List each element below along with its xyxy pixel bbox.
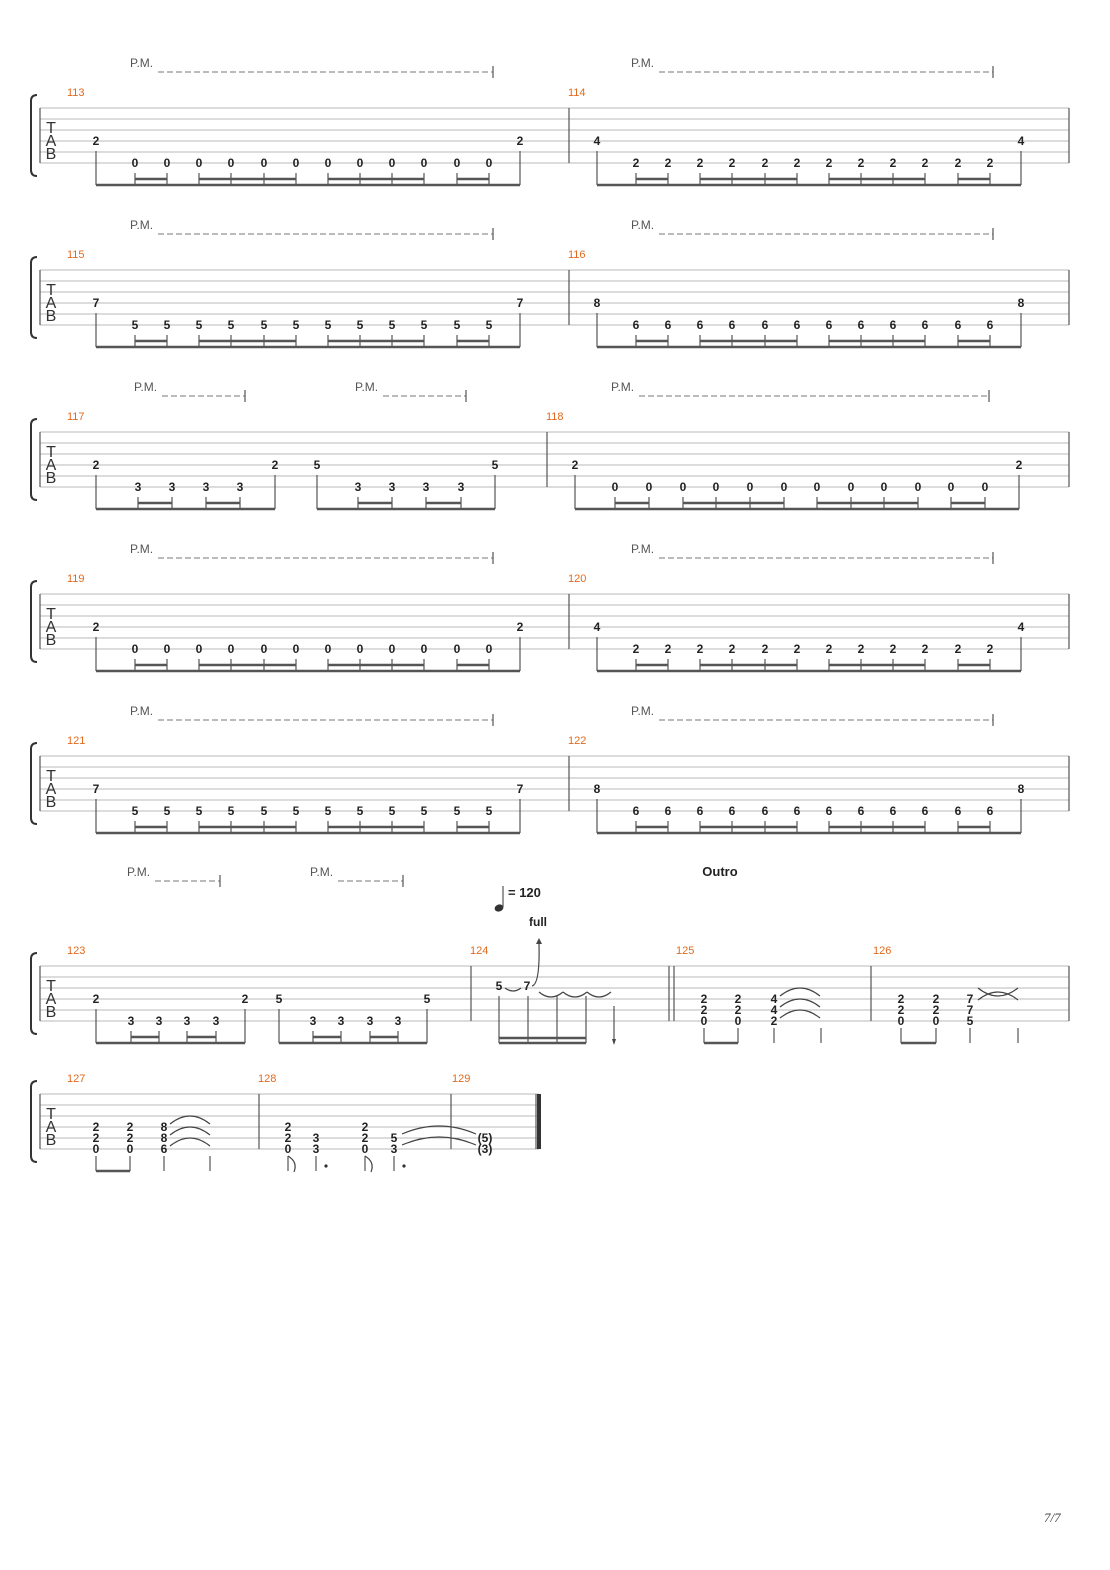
palm-mute-label: P.M. — [355, 380, 379, 394]
fret-number: 2 — [1015, 458, 1023, 472]
measure-number: 124 — [470, 945, 489, 957]
fret-number: 0 — [126, 1142, 134, 1156]
fret-number: 2 — [954, 156, 962, 170]
fret-number: 5 — [324, 804, 332, 818]
measure-number: 123 — [67, 945, 86, 957]
fret-number: 0 — [163, 156, 171, 170]
tab-clef-t: T — [46, 1106, 56, 1123]
fret-number: 2 — [516, 134, 524, 148]
fret-number: 0 — [388, 156, 396, 170]
fret-number: 0 — [897, 1014, 905, 1028]
fret-number: 2 — [761, 156, 769, 170]
fret-number: 5 — [388, 804, 396, 818]
fret-number: 3 — [236, 480, 244, 494]
fret-number: 5 — [495, 979, 503, 993]
fret-number: 6 — [825, 804, 833, 818]
staff-bracket — [31, 257, 37, 338]
fret-number: 5 — [275, 992, 283, 1006]
fret-number: 6 — [160, 1142, 168, 1156]
fret-number: 5 — [227, 804, 235, 818]
measure-number: 116 — [568, 249, 586, 261]
fret-number: 0 — [453, 156, 461, 170]
arrow-icon — [612, 1039, 616, 1045]
measure-number: 118 — [546, 411, 564, 423]
fret-number: 2 — [734, 992, 742, 1006]
fret-number: 5 — [966, 1014, 974, 1028]
fret-number: 0 — [260, 642, 268, 656]
palm-mute-label: P.M. — [127, 865, 151, 879]
fret-number: 6 — [793, 804, 801, 818]
fret-number: 0 — [195, 156, 203, 170]
fret-number: 0 — [981, 480, 989, 494]
bend-label: full — [529, 915, 547, 929]
fret-number: 0 — [746, 480, 754, 494]
fret-number: 2 — [284, 1131, 292, 1145]
fret-number: 2 — [271, 458, 279, 472]
bend-arrow-icon — [536, 938, 542, 944]
fret-number: 4 — [770, 992, 778, 1006]
section-label: Outro — [702, 864, 738, 879]
fret-number: 6 — [889, 318, 897, 332]
fret-number: 6 — [664, 318, 672, 332]
fret-number: 3 — [390, 1142, 398, 1156]
fret-number: 0 — [847, 480, 855, 494]
measure-number: 126 — [873, 945, 892, 957]
fret-number: 5 — [260, 318, 268, 332]
fret-number: 8 — [1017, 296, 1025, 310]
fret-number: 5 — [453, 804, 461, 818]
fret-number: 5 — [163, 318, 171, 332]
fret-number: 3 — [309, 1014, 317, 1028]
fret-number: 3 — [183, 1014, 191, 1028]
tab-clef-b: B — [45, 1132, 57, 1149]
fret-number: 5 — [390, 1131, 398, 1145]
measure-number: 120 — [568, 573, 587, 585]
fret-number: 5 — [420, 804, 428, 818]
fret-number: 0 — [292, 642, 300, 656]
fret-number: 3 — [134, 480, 142, 494]
fret-number: 6 — [664, 804, 672, 818]
fret-number: 7 — [523, 979, 531, 993]
fret-number: 5 — [491, 458, 499, 472]
fret-number: 4 — [593, 134, 601, 148]
fret-number: 0 — [163, 642, 171, 656]
fret-number: 3 — [168, 480, 176, 494]
fret-number: 2 — [921, 156, 929, 170]
fret-number: 2 — [932, 1003, 940, 1017]
fret-number: 0 — [485, 642, 493, 656]
fret-number: 0 — [227, 642, 235, 656]
tab-clef-a: A — [45, 457, 57, 474]
fret-number: 2 — [92, 1131, 100, 1145]
tempo-marking: = 120 — [508, 885, 541, 900]
fret-number: 7 — [966, 992, 974, 1006]
fret-number: 8 — [593, 296, 601, 310]
fret-number: 5 — [356, 804, 364, 818]
measure-number: 115 — [67, 249, 85, 261]
fret-number: 2 — [889, 642, 897, 656]
tie-curve — [780, 1010, 820, 1018]
fret-number: 2 — [793, 156, 801, 170]
fret-number: 2 — [126, 1120, 134, 1134]
fret-number: 3 — [155, 1014, 163, 1028]
tab-clef-b: B — [45, 146, 57, 163]
palm-mute-label: P.M. — [130, 56, 154, 70]
tab-clef-t: T — [46, 978, 56, 995]
fret-number: 5 — [195, 804, 203, 818]
fret-number: 8 — [160, 1131, 168, 1145]
tab-clef-b: B — [45, 1004, 57, 1021]
tab-clef-t: T — [46, 606, 56, 623]
tab-clef-t: T — [46, 120, 56, 137]
fret-number: 2 — [857, 156, 865, 170]
fret-number: 5 — [420, 318, 428, 332]
fret-number: 2 — [770, 1014, 778, 1028]
fret-number: 5 — [423, 992, 431, 1006]
fret-number: 3 — [212, 1014, 220, 1028]
fret-number: 3 — [312, 1142, 320, 1156]
fret-number: 5 — [485, 318, 493, 332]
fret-number: 2 — [986, 642, 994, 656]
fret-number: 0 — [131, 642, 139, 656]
fret-number: 5 — [485, 804, 493, 818]
palm-mute-label: P.M. — [134, 380, 158, 394]
fret-number: 0 — [947, 480, 955, 494]
fret-number: 6 — [921, 804, 929, 818]
fret-number: 0 — [453, 642, 461, 656]
tab-clef-t: T — [46, 768, 56, 785]
fret-number: 0 — [356, 156, 364, 170]
fret-number: 0 — [700, 1014, 708, 1028]
fret-number: 2 — [361, 1131, 369, 1145]
fret-number: 3 — [337, 1014, 345, 1028]
measure-number: 127 — [67, 1073, 86, 1085]
tie-curve — [587, 992, 611, 997]
fret-number: 0 — [356, 642, 364, 656]
fret-number: 2 — [516, 620, 524, 634]
fret-number: 4 — [770, 1003, 778, 1017]
fret-number: 0 — [131, 156, 139, 170]
fret-number: 0 — [284, 1142, 292, 1156]
fret-number: 0 — [388, 642, 396, 656]
fret-number: 6 — [889, 804, 897, 818]
fret-number: 3 — [312, 1131, 320, 1145]
fret-number: 2 — [825, 642, 833, 656]
fret-number: 5 — [356, 318, 364, 332]
tab-clef-a: A — [45, 1119, 57, 1136]
tie-curve — [780, 999, 820, 1007]
fret-number: 5 — [260, 804, 268, 818]
tab-clef-b: B — [45, 794, 57, 811]
fret-number: 3 — [202, 480, 210, 494]
fret-number: 2 — [897, 992, 905, 1006]
fret-number: 0 — [324, 642, 332, 656]
fret-number: 2 — [361, 1120, 369, 1134]
fret-number: 0 — [679, 480, 687, 494]
fret-number: 2 — [632, 642, 640, 656]
measure-number: 121 — [67, 735, 86, 747]
fret-number: 6 — [632, 804, 640, 818]
fret-number: 2 — [696, 642, 704, 656]
fret-number: 6 — [921, 318, 929, 332]
fret-number: 0 — [813, 480, 821, 494]
fret-number: 6 — [954, 318, 962, 332]
fret-number: 0 — [260, 156, 268, 170]
page-number: 7/7 — [1044, 1510, 1061, 1525]
fret-number: 0 — [932, 1014, 940, 1028]
final-barline — [537, 1094, 541, 1149]
fret-number: 6 — [825, 318, 833, 332]
measure-number: 128 — [258, 1073, 277, 1085]
measure-number: 129 — [452, 1073, 471, 1085]
tie-curve — [170, 1116, 210, 1124]
fret-number: 7 — [516, 296, 524, 310]
fret-number: 0 — [611, 480, 619, 494]
fret-number: (3) — [477, 1142, 493, 1156]
fret-number: 6 — [954, 804, 962, 818]
tab-clef-t: T — [46, 282, 56, 299]
fret-number: 2 — [932, 992, 940, 1006]
fret-number: 7 — [92, 296, 100, 310]
measure-number: 114 — [568, 87, 586, 99]
fret-number: 2 — [126, 1131, 134, 1145]
fret-number: 2 — [92, 992, 100, 1006]
fret-number: 5 — [453, 318, 461, 332]
fret-number: 5 — [163, 804, 171, 818]
tie-curve — [780, 988, 820, 996]
fret-number: 0 — [420, 642, 428, 656]
fret-number: 2 — [92, 1120, 100, 1134]
measure-number: 113 — [67, 87, 85, 99]
tab-clef-b: B — [45, 308, 57, 325]
fret-number: 6 — [728, 318, 736, 332]
fret-number: 0 — [780, 480, 788, 494]
fret-number: 2 — [986, 156, 994, 170]
measure-number: 125 — [676, 945, 695, 957]
fret-number: 0 — [292, 156, 300, 170]
fret-number: 3 — [394, 1014, 402, 1028]
fret-number: 0 — [324, 156, 332, 170]
fret-number: 0 — [361, 1142, 369, 1156]
fret-number: 0 — [734, 1014, 742, 1028]
eighth-flag — [365, 1156, 372, 1172]
fret-number: 5 — [131, 318, 139, 332]
palm-mute-label: P.M. — [631, 218, 655, 232]
tie-curve — [539, 992, 563, 997]
fret-number: 2 — [92, 134, 100, 148]
fret-number: 6 — [761, 804, 769, 818]
fret-number: 5 — [292, 318, 300, 332]
staff-bracket — [31, 419, 37, 500]
fret-number: 6 — [728, 804, 736, 818]
fret-number: 2 — [664, 642, 672, 656]
fret-number: (5) — [477, 1131, 493, 1145]
measure-number: 117 — [67, 411, 85, 423]
tab-clef-a: A — [45, 295, 57, 312]
fret-number: 5 — [227, 318, 235, 332]
fret-number: 3 — [457, 480, 465, 494]
staff-bracket — [31, 1081, 37, 1162]
fret-number: 2 — [728, 642, 736, 656]
fret-number: 2 — [284, 1120, 292, 1134]
fret-number: 5 — [195, 318, 203, 332]
fret-number: 3 — [354, 480, 362, 494]
fret-number: 0 — [914, 480, 922, 494]
palm-mute-label: P.M. — [310, 865, 334, 879]
fret-number: 4 — [1017, 134, 1025, 148]
fret-number: 7 — [516, 782, 524, 796]
fret-number: 8 — [1017, 782, 1025, 796]
measure-number: 119 — [67, 573, 85, 585]
staff-bracket — [31, 95, 37, 176]
fret-number: 6 — [986, 318, 994, 332]
fret-number: 5 — [313, 458, 321, 472]
tab-clef-a: A — [45, 781, 57, 798]
fret-number: 6 — [986, 804, 994, 818]
fret-number: 2 — [825, 156, 833, 170]
fret-number: 6 — [632, 318, 640, 332]
dot — [324, 1164, 327, 1167]
palm-mute-label: P.M. — [631, 542, 655, 556]
fret-number: 4 — [1017, 620, 1025, 634]
tab-clef-a: A — [45, 133, 57, 150]
fret-number: 2 — [241, 992, 249, 1006]
fret-number: 4 — [593, 620, 601, 634]
measure-number: 122 — [568, 735, 587, 747]
fret-number: 2 — [700, 992, 708, 1006]
fret-number: 0 — [485, 156, 493, 170]
palm-mute-label: P.M. — [130, 704, 154, 718]
fret-number: 0 — [645, 480, 653, 494]
fret-number: 5 — [292, 804, 300, 818]
eighth-flag — [288, 1156, 295, 1172]
fret-number: 6 — [696, 318, 704, 332]
bend-curve — [532, 944, 539, 986]
palm-mute-label: P.M. — [130, 542, 154, 556]
fret-number: 0 — [92, 1142, 100, 1156]
fret-number: 2 — [857, 642, 865, 656]
fret-number: 5 — [131, 804, 139, 818]
palm-mute-label: P.M. — [611, 380, 635, 394]
fret-number: 0 — [227, 156, 235, 170]
tie-curve — [170, 1138, 210, 1146]
palm-mute-label: P.M. — [631, 704, 655, 718]
fret-number: 2 — [954, 642, 962, 656]
staff-bracket — [31, 743, 37, 824]
tie-curve — [170, 1127, 210, 1135]
fret-number: 2 — [700, 1003, 708, 1017]
fret-number: 2 — [664, 156, 672, 170]
fret-number: 2 — [728, 156, 736, 170]
tab-clef-b: B — [45, 470, 57, 487]
tab-clef-a: A — [45, 991, 57, 1008]
fret-number: 6 — [793, 318, 801, 332]
fret-number: 0 — [195, 642, 203, 656]
tie-curve — [563, 992, 587, 997]
tab-clef-b: B — [45, 632, 57, 649]
fret-number: 6 — [761, 318, 769, 332]
fret-number: 5 — [324, 318, 332, 332]
fret-number: 5 — [388, 318, 396, 332]
fret-number: 8 — [593, 782, 601, 796]
fret-number: 2 — [793, 642, 801, 656]
fret-number: 0 — [712, 480, 720, 494]
fret-number: 2 — [921, 642, 929, 656]
tab-clef-t: T — [46, 444, 56, 461]
fret-number: 2 — [734, 1003, 742, 1017]
fret-number: 3 — [127, 1014, 135, 1028]
fret-number: 2 — [897, 1003, 905, 1017]
fret-number: 3 — [422, 480, 430, 494]
dot — [402, 1164, 405, 1167]
fret-number: 0 — [880, 480, 888, 494]
fret-number: 0 — [420, 156, 428, 170]
palm-mute-label: P.M. — [130, 218, 154, 232]
tab-clef-a: A — [45, 619, 57, 636]
palm-mute-label: P.M. — [631, 56, 655, 70]
fret-number: 2 — [696, 156, 704, 170]
fret-number: 7 — [92, 782, 100, 796]
fret-number: 2 — [571, 458, 579, 472]
fret-number: 7 — [966, 1003, 974, 1017]
fret-number: 6 — [857, 318, 865, 332]
staff-bracket — [31, 581, 37, 662]
fret-number: 2 — [92, 620, 100, 634]
fret-number: 3 — [366, 1014, 374, 1028]
fret-number: 2 — [761, 642, 769, 656]
fret-number: 3 — [388, 480, 396, 494]
fret-number: 2 — [632, 156, 640, 170]
fret-number: 2 — [92, 458, 100, 472]
fret-number: 6 — [857, 804, 865, 818]
fret-number: 6 — [696, 804, 704, 818]
fret-number: 8 — [160, 1120, 168, 1134]
staff-bracket — [31, 953, 37, 1034]
fret-number: 2 — [889, 156, 897, 170]
